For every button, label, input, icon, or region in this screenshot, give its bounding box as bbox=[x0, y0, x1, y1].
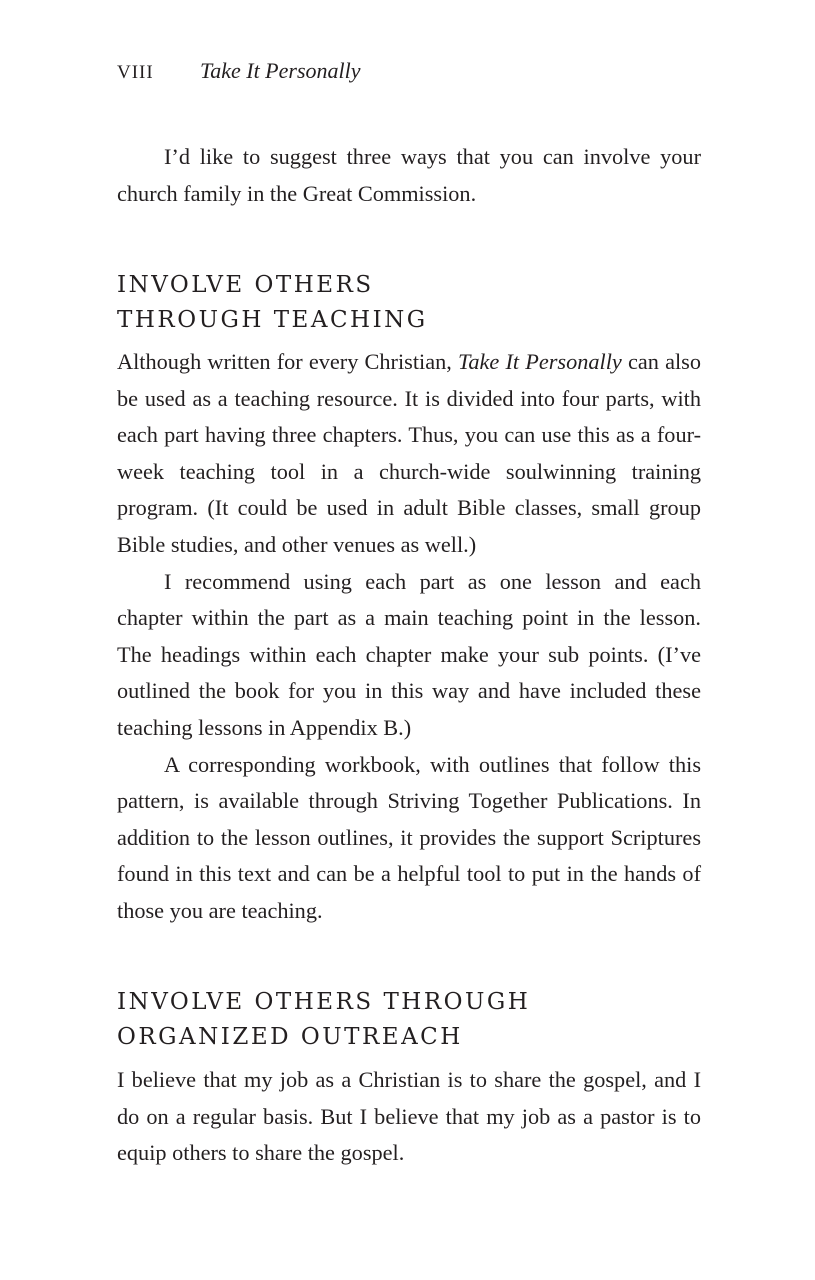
paragraph-text: Although written for every Christian, bbox=[117, 349, 458, 374]
heading-line: INVOLVE OTHERS THROUGH bbox=[117, 989, 531, 1015]
heading-line: INVOLVE OTHERS bbox=[117, 272, 374, 298]
book-title-italic: Take It Personally bbox=[458, 349, 622, 374]
running-head bbox=[117, 58, 361, 84]
paragraph bbox=[117, 344, 701, 564]
intro-paragraph: I’d like to suggest three ways that you can involve your church family in the Great Commission. bbox=[117, 144, 701, 206]
paragraph: I recommend using each part as one lesson and each chapter within the part as a main teaching point in the lesson. The headings within each chapter make your sub points. (I’ve outlined the book for you in this way and have included these teaching lessons in Appendix B.) bbox=[117, 568, 701, 740]
paragraph: A corresponding workbook, with outlines that follow this pattern, is available through Striving Together Publications. In addition to the lesson outlines, it provides the support Scriptures found in this text and can be a helpful tool to put in the hands of those you are teaching. bbox=[117, 751, 701, 923]
intro-paragraph-block bbox=[117, 139, 701, 212]
paragraph: I believe that my job as a Christian is to share the gospel, and I do on a regular basis. But I believe that my job as a pastor is to equip others to share the gospel. bbox=[117, 1067, 701, 1166]
heading-line: THROUGH TEACHING bbox=[117, 307, 428, 333]
section-heading-teaching bbox=[117, 268, 428, 338]
page-number: VIII bbox=[117, 62, 154, 83]
section-teaching-body bbox=[117, 344, 701, 930]
heading-line: ORGANIZED OUTREACH bbox=[117, 1024, 463, 1050]
running-title: Take It Personally bbox=[200, 58, 361, 83]
paragraph-text: can also be used as a teaching resource. It is divided into four parts, with each part having three chapters. Thus, you can use this as a four-week teaching tool in a church-wide soulwinning training program. (It could be used in adult Bible classes, small group Bible studies, and other venues as well.) bbox=[117, 349, 701, 557]
section-outreach-body bbox=[117, 1062, 701, 1172]
section-heading-outreach bbox=[117, 985, 530, 1055]
